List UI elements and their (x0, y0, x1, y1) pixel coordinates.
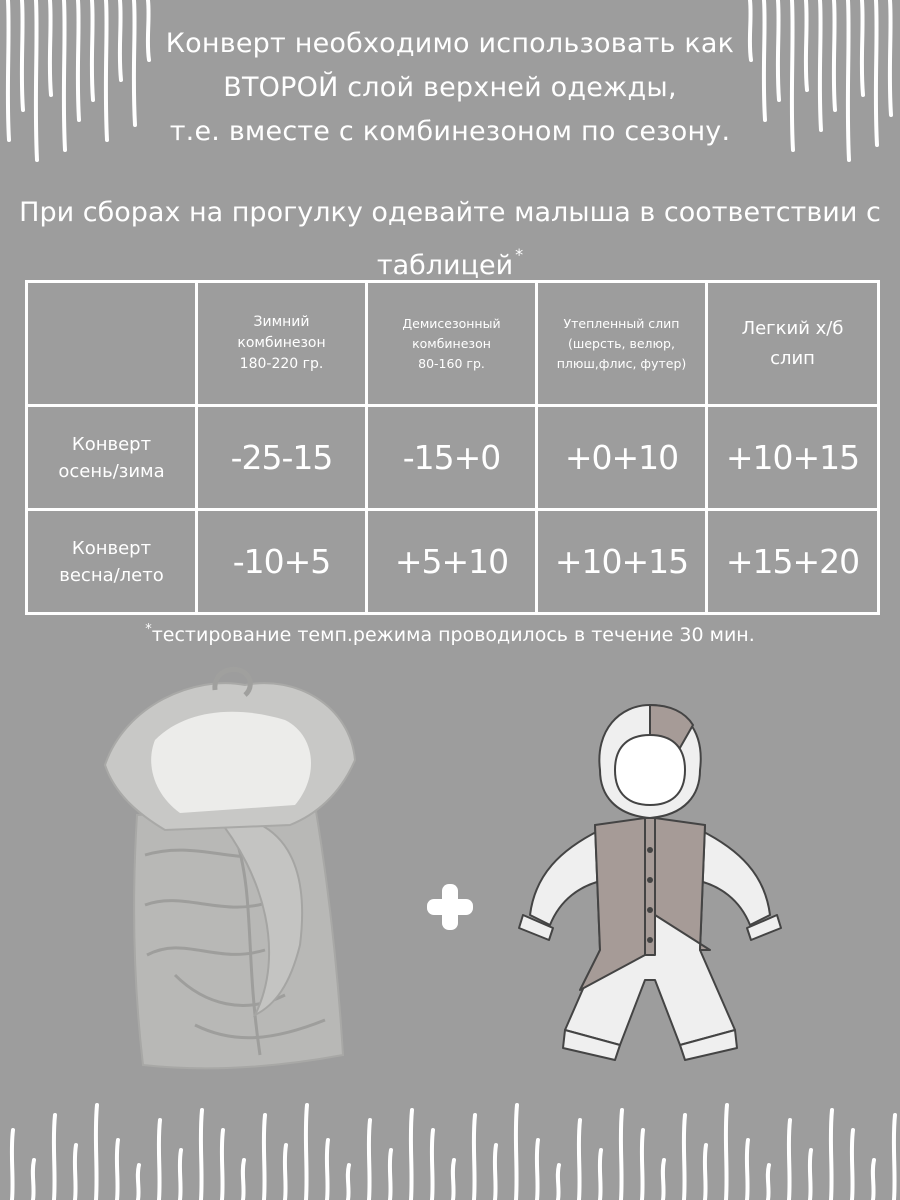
row-label-spring-summer (27, 510, 197, 614)
temperature-table (25, 280, 880, 615)
table-cell: +10+15 (707, 406, 879, 510)
table-cell: +5+10 (367, 510, 537, 614)
row-label-text: весна/лето (59, 564, 164, 586)
row-label-text: Конверт (71, 433, 152, 455)
table-header-row (27, 282, 879, 406)
lead-asterisk: * (515, 245, 524, 264)
header-text: слип (770, 347, 815, 369)
baby-jumpsuit-illustration (505, 700, 795, 1094)
header-text: Утепленный слип (563, 315, 680, 331)
intro-line: ВТОРОЙ слой верхней одежды, (223, 72, 677, 103)
header-text: (шерсть, велюр, (568, 335, 675, 351)
header-text: 80-160 гр. (418, 355, 485, 371)
table-cell: +15+20 (707, 510, 879, 614)
table-row (27, 510, 879, 614)
table-corner-cell (27, 282, 197, 406)
intro-line: Конверт необходимо использовать как (165, 28, 735, 59)
table-row (27, 406, 879, 510)
table-cell: -10+5 (197, 510, 367, 614)
lead-line: таблицей (376, 250, 514, 281)
header-text: Зимний (253, 314, 310, 330)
header-text: Демисезонный (402, 315, 501, 331)
header-demiseason-suit (367, 282, 537, 406)
header-light-sleepsuit (707, 282, 879, 406)
baby-envelope-image (85, 665, 365, 1089)
footnote (0, 622, 900, 646)
table-cell: +10+15 (537, 510, 707, 614)
intro-text (0, 22, 900, 154)
header-text: плюш,флис, футер) (556, 355, 687, 371)
header-text: Легкий х/б (741, 317, 844, 339)
table-cell: -25-15 (197, 406, 367, 510)
row-label-autumn-winter (27, 406, 197, 510)
row-label-text: Конверт (71, 537, 152, 559)
header-text: комбинезон (412, 335, 491, 351)
intro-line: т.е. вместе с комбинезоном по сезону. (169, 116, 731, 147)
decorative-stripes-bottom (0, 1100, 900, 1200)
table-cell: +0+10 (537, 406, 707, 510)
table-cell: -15+0 (367, 406, 537, 510)
footnote-asterisk: * (145, 622, 152, 637)
plus-icon (423, 880, 477, 938)
header-text: 180-220 гр. (239, 356, 324, 372)
lead-line: При сборах на прогулку одевайте малыша в соответствии с (19, 197, 881, 228)
footnote-text: тестирование темп.режима проводилось в течение 30 мин. (151, 624, 755, 646)
header-text: комбинезон (237, 335, 326, 351)
row-label-text: осень/зима (58, 460, 165, 482)
lead-text (0, 192, 900, 287)
header-winter-suit (197, 282, 367, 406)
header-warm-sleepsuit (537, 282, 707, 406)
